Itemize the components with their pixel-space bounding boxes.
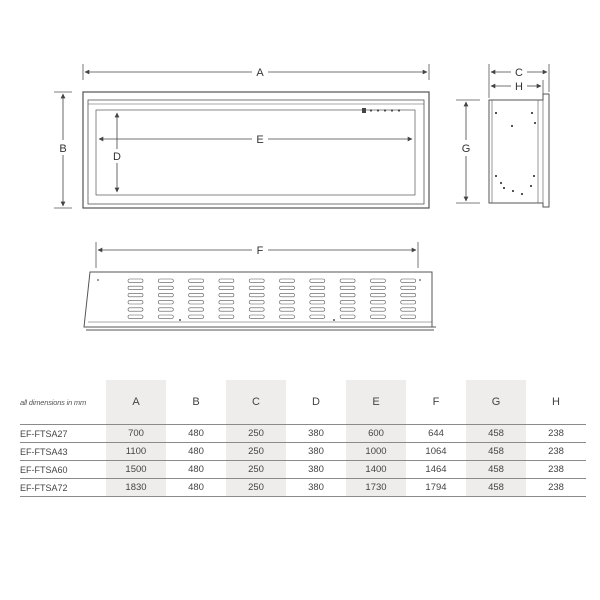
dimension-h (491, 80, 543, 94)
label-c: C (515, 67, 523, 79)
vent-slot (340, 315, 355, 318)
dimension-f (96, 242, 418, 268)
cell-f: 1794 (425, 482, 447, 493)
vent-slot (249, 279, 264, 282)
vent-slot (189, 286, 204, 289)
cell-a: 1830 (106, 479, 166, 497)
vent-slot (249, 293, 264, 296)
cell-a: 1500 (106, 461, 166, 479)
cell-g: 458 (466, 479, 526, 497)
table-row (20, 461, 586, 479)
cell-h: 238 (548, 464, 564, 475)
cell-a: 700 (106, 425, 166, 443)
cell-f: 644 (428, 428, 444, 439)
vent-slot (280, 279, 295, 282)
model-name: EF-FTSA43 (20, 446, 68, 457)
table-row (20, 479, 586, 497)
vent-slot (340, 293, 355, 296)
vent-slot (370, 308, 385, 311)
vent-slot (280, 308, 295, 311)
table-row (20, 443, 586, 461)
header-e: E (346, 380, 406, 425)
dimension-a (83, 64, 429, 80)
header-b: B (192, 396, 200, 408)
cell-d: 380 (308, 428, 324, 439)
vent-slot (310, 315, 325, 318)
cell-c: 250 (226, 443, 286, 461)
cell-e: 1400 (346, 461, 406, 479)
vent-slot (280, 315, 295, 318)
cell-d: 380 (308, 482, 324, 493)
dimension-b (54, 92, 72, 208)
dimension-g (456, 100, 480, 203)
side-view (489, 94, 549, 207)
header-g: G (466, 380, 526, 425)
header-c: C (226, 380, 286, 425)
vent-slot (370, 315, 385, 318)
vent-slot (370, 293, 385, 296)
cell-f: 1064 (425, 446, 447, 457)
vent-slot (219, 315, 234, 318)
vent-slot (249, 308, 264, 311)
vent-slot (340, 301, 355, 304)
dimension-e (99, 134, 412, 146)
cell-g: 458 (466, 443, 526, 461)
vent-slot (401, 286, 416, 289)
vent-slot (219, 308, 234, 311)
vent-slot (310, 279, 325, 282)
table-row (20, 425, 586, 443)
vent-slot (280, 301, 295, 304)
cell-f: 1464 (425, 464, 447, 475)
vent-slot (128, 308, 143, 311)
model-name: EF-FTSA60 (20, 464, 68, 475)
vent-slot (158, 308, 173, 311)
cell-c: 250 (226, 479, 286, 497)
vent-slot (310, 286, 325, 289)
cell-c: 250 (226, 425, 286, 443)
header-a: A (106, 380, 166, 425)
cell-b: 480 (188, 482, 204, 493)
vent-slot (370, 301, 385, 304)
cell-b: 480 (188, 464, 204, 475)
label-b: B (59, 143, 67, 155)
vent-slot (128, 279, 143, 282)
vent-slot (219, 293, 234, 296)
vent-slot (158, 315, 173, 318)
vent-slot (370, 286, 385, 289)
header-h: H (552, 396, 560, 408)
label-d: D (113, 151, 121, 163)
label-h: H (515, 81, 523, 93)
units-note: all dimensions in mm (20, 397, 87, 407)
vent-slot (219, 279, 234, 282)
vent-slot (401, 315, 416, 318)
label-f: F (256, 245, 264, 257)
vent-slot (401, 279, 416, 282)
vent-slot (401, 308, 416, 311)
vent-slot (128, 301, 143, 304)
cell-e: 1730 (346, 479, 406, 497)
dimensions-table (20, 380, 586, 497)
vent-slot (128, 293, 143, 296)
cell-h: 238 (548, 428, 564, 439)
dimension-d (113, 113, 121, 192)
cell-c: 250 (226, 461, 286, 479)
table-header-row (20, 380, 586, 425)
vent-slot (340, 286, 355, 289)
cell-g: 458 (466, 461, 526, 479)
vent-slot (128, 286, 143, 289)
cell-d: 380 (308, 464, 324, 475)
vent-slot (370, 279, 385, 282)
vent-slot (401, 293, 416, 296)
cell-a: 1100 (106, 443, 166, 461)
vent-slot (189, 279, 204, 282)
vent-slot (219, 286, 234, 289)
model-name: EF-FTSA27 (20, 428, 68, 439)
vent-slot (340, 279, 355, 282)
vent-slot (340, 308, 355, 311)
vent-slot (128, 315, 143, 318)
vent-slot (401, 301, 416, 304)
vent-slot (310, 301, 325, 304)
cell-e: 1000 (346, 443, 406, 461)
vent-slot (158, 301, 173, 304)
cell-g: 458 (466, 425, 526, 443)
cell-h: 238 (548, 446, 564, 457)
cell-b: 480 (188, 428, 204, 439)
vent-slot (189, 293, 204, 296)
label-e: E (256, 134, 264, 146)
vent-slot (310, 293, 325, 296)
front-view (83, 92, 429, 208)
cell-d: 380 (308, 446, 324, 457)
vent-slot (249, 286, 264, 289)
vent-slot (189, 308, 204, 311)
vent-slot (158, 286, 173, 289)
cell-e: 600 (346, 425, 406, 443)
label-a: A (256, 67, 264, 79)
vent-slot (189, 315, 204, 318)
header-f: F (432, 396, 440, 408)
vent-slot (249, 315, 264, 318)
top-view (84, 272, 436, 330)
vent-slot (158, 279, 173, 282)
vent-slot (189, 301, 204, 304)
label-g: G (461, 143, 471, 155)
vent-slot (310, 308, 325, 311)
vent-slot (280, 293, 295, 296)
cell-h: 238 (548, 482, 564, 493)
cell-b: 480 (188, 446, 204, 457)
vent-slot (280, 286, 295, 289)
vent-slot (249, 301, 264, 304)
header-d: D (312, 396, 320, 408)
vent-slot (158, 293, 173, 296)
vent-slot (219, 301, 234, 304)
model-name: EF-FTSA72 (20, 482, 68, 493)
